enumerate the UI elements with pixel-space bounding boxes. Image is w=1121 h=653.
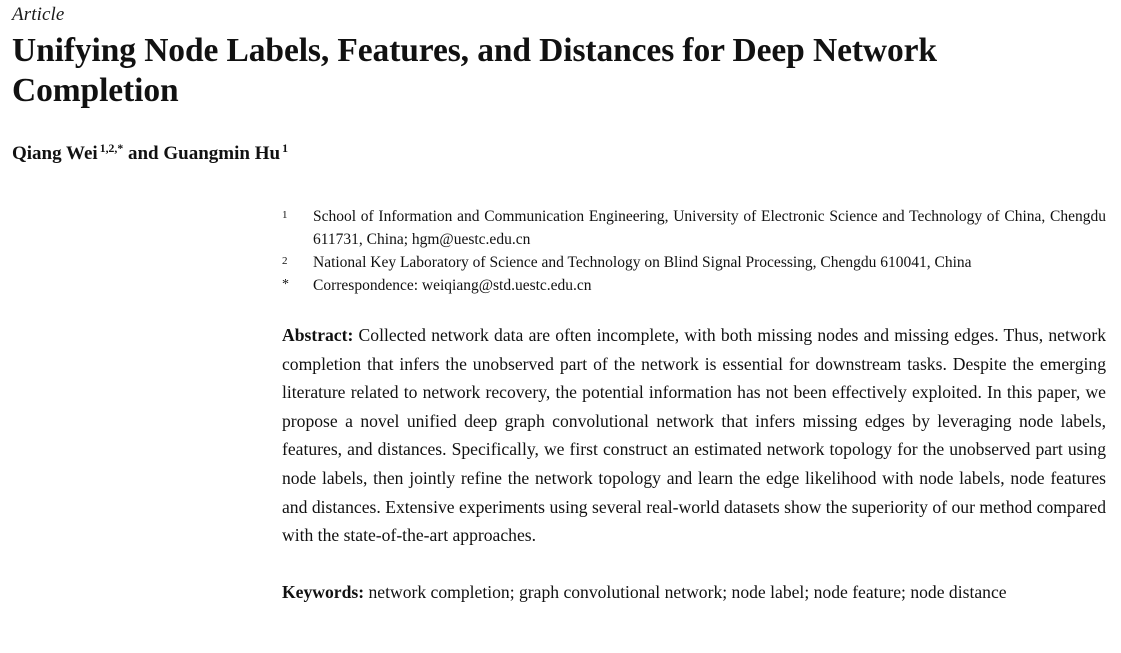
affiliation-marker: 1 — [282, 209, 288, 221]
affiliation-text: School of Information and Communication Engineering, University of Electronic Science and Technology of China, Chengdu 611731, China; hgm@uestc.edu.cn — [313, 208, 1106, 248]
abstract-section — [282, 321, 1106, 550]
paper-body-column — [282, 205, 1106, 606]
author-name-1: Qiang Wei — [12, 143, 98, 164]
author-conjunction: and — [123, 143, 164, 164]
paper-header — [12, 4, 992, 166]
article-type-label: Article — [12, 4, 65, 25]
abstract-label: Abstract: — [282, 325, 354, 345]
abstract-text: Collected network data are often incomplete, with both missing nodes and missing edges. Thus, network completion that infers the unobserved part of the network is essential for downstream tasks. Despite the emerging literature related to network recovery, the potential information has not been effectively exploited. In this paper, we propose a novel unified deep graph convolutional network that infers missing edges by leveraging node labels, features, and distances. Specifically, we first construct an estimated network topology for the unobserved part using node labels, then jointly refine the network topology and learn the edge likelihood with node labels, node features and distances. Extensive experiments using several real-world datasets show the superiority of our method compared with the state-of-the-art approaches. — [282, 325, 1106, 546]
keywords-label: Keywords: — [282, 581, 365, 602]
page-title: Unifying Node Labels, Features, and Distances for Deep Network Completion — [12, 32, 937, 109]
author-affiliation-marks-1: 1,2,* — [99, 141, 124, 155]
affiliation-item — [282, 251, 1106, 274]
affiliation-list — [282, 205, 1106, 297]
correspondence-marker: * — [282, 277, 289, 292]
author-name-2: Guangmin Hu — [163, 143, 281, 164]
affiliation-text: National Key Laboratory of Science and Technology on Blind Signal Processing, Chengdu 610041, China — [313, 254, 972, 271]
affiliation-marker: 2 — [282, 255, 288, 267]
keywords-text: network completion; graph convolutional network; node label; node feature; node distance — [364, 581, 1007, 602]
keywords-section — [282, 578, 1106, 607]
affiliation-item — [282, 205, 1106, 251]
author-list — [12, 142, 992, 166]
affiliation-item — [282, 274, 1106, 297]
correspondence-text: Correspondence: weiqiang@std.uestc.edu.cn — [313, 277, 592, 294]
author-affiliation-marks-2: 1 — [282, 141, 288, 155]
